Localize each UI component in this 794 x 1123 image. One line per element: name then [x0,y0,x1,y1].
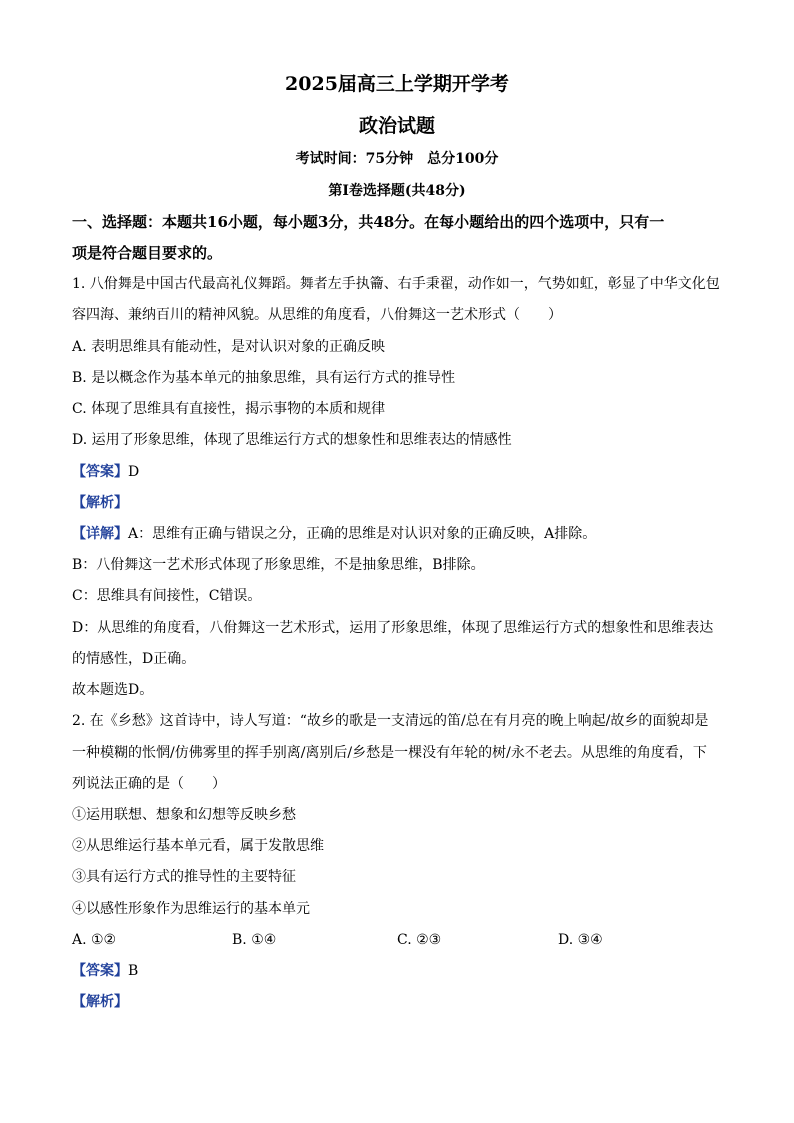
subject-title: 政治试题 [358,115,435,137]
q1-stem-line2: 容四海、兼纳百川的精神风貌。从思维的角度看，八佾舞这一艺术形式（ ） [72,307,562,323]
q1-option-c: C. 体现了思维具有直接性，揭示事物的本质和规律 [72,401,386,417]
section-heading-line1: 一、选择题：本题共16小题，每小题3分，共48分。在每小题给出的四个选项中，只有一 [72,213,665,231]
q1-detail-a [72,525,596,543]
q1-detail-a-text: A：思维有正确与错误之分，正确的思维是对认识对象的正确反映，A排除。 [128,526,597,542]
q1-detail-b: B：八佾舞这一艺术形式体现了形象思维，不是抽象思维，B排除。 [72,557,485,573]
q1-detail-d-line1: D：从思维的角度看，八佾舞这一艺术形式，运用了形象思维，体现了思维运行方式的想象性和思维表达 [72,620,714,636]
q1-stem-line1: 1. 八佾舞是中国古代最高礼仪舞蹈。舞者左手执籥、右手秉翟，动作如一，气势如虹，彰显了中华文化包 [72,276,720,292]
q2-answer-value: B [128,963,139,979]
q2-option-c: C. ②③ [397,932,442,948]
q1-detail-c: C：思维具有间接性，C错误。 [72,588,262,604]
q1-answer-value: D [128,464,140,480]
part-title: 第Ⅰ卷选择题(共48分) [328,183,466,199]
section-heading-line2: 项是符合题目要求的。 [72,244,223,262]
q2-option-a: A. ①② [72,932,117,948]
exam-info: 考试时间：75分钟 总分100分 [295,151,499,167]
q1-conclusion: 故本题选D。 [72,682,154,698]
q2-option-b: B. ①④ [232,932,277,948]
q1-option-a: A. 表明思维具有能动性，是对认识对象的正确反映 [72,339,386,355]
q2-answer [72,962,138,980]
q1-analysis-tag: 【解析】 [72,495,128,511]
q1-answer-tag: 【答案】 [72,464,128,480]
q2-analysis-tag: 【解析】 [72,994,128,1010]
q1-detail-tag: 【详解】 [72,526,128,542]
q2-analysis [72,993,128,1011]
q2-stem-line1: 2. 在《乡愁》这首诗中，诗人写道：“故乡的歌是一支清远的笛/总在有月亮的晚上响起/故乡的面貌却是 [72,713,709,729]
q2-stem-line3: 列说法正确的是（ ） [72,776,226,792]
exam-title: 2025届高三上学期开学考 [285,73,509,95]
q1-analysis [72,494,128,512]
q1-answer [72,463,139,481]
q2-answer-tag: 【答案】 [72,963,128,979]
q1-option-d: D. 运用了形象思维，体现了思维运行方式的想象性和思维表达的情感性 [72,432,512,448]
q2-stem-line2: 一种模糊的怅惘/仿佛雾里的挥手别离/离别后/乡愁是一棵没有年轮的树/永不老去。从思维的角度看，下 [72,745,707,761]
q2-item-1: ①运用联想、想象和幻想等反映乡愁 [72,807,296,823]
q2-item-2: ②从思维运行基本单元看，属于发散思维 [72,838,324,854]
q2-item-4: ④以感性形象作为思维运行的基本单元 [72,901,310,917]
q1-option-b: B. 是以概念作为基本单元的抽象思维，具有运行方式的推导性 [72,370,456,386]
q1-detail-d-line2: 的情感性，D正确。 [72,651,196,667]
q2-item-3: ③具有运行方式的推导性的主要特征 [72,869,296,885]
q2-options [72,931,732,949]
q2-option-d: D. ③④ [558,932,603,948]
